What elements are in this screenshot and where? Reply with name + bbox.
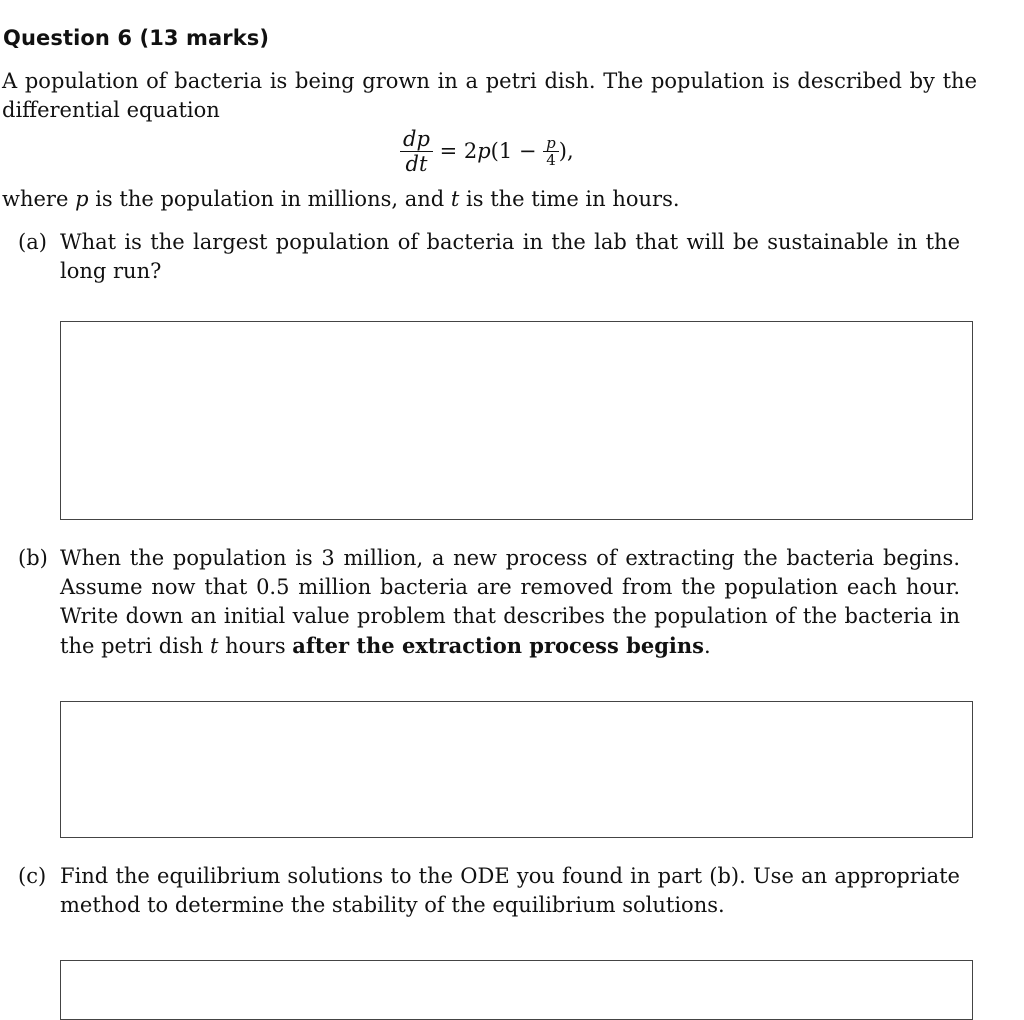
part-a-answer-box[interactable] bbox=[60, 321, 973, 520]
part-c-answer-box[interactable] bbox=[60, 960, 973, 1020]
question-intro: A population of bacteria is being grown in a petri dish. The population is described by the differential equation bbox=[2, 69, 977, 122]
equation-equals: = 2 bbox=[432, 139, 478, 163]
part-b-text-1: When the population is 3 million, a new process of extracting the bacteria begins. Assume now that 0.5 million bacteria are removed from the population each hour. Write down an initial value problem that describes the population of the bacteria in the petri dish bbox=[60, 546, 960, 658]
derivative-denominator: dt bbox=[405, 151, 428, 176]
part-b-text-2: hours bbox=[218, 634, 293, 658]
carrying-numerator: p bbox=[546, 133, 556, 152]
part-b-answer-box[interactable] bbox=[60, 701, 973, 838]
question-title: Question 6 (13 marks) bbox=[3, 26, 270, 50]
part-a-label: (a) bbox=[18, 230, 47, 254]
equation-variable: p bbox=[477, 139, 491, 163]
part-b-var-t: t bbox=[209, 634, 219, 658]
where-var-p: p bbox=[75, 187, 89, 211]
where-text-c: is the time in hours. bbox=[459, 187, 680, 211]
variable-definitions bbox=[2, 185, 680, 214]
part-b-text bbox=[60, 544, 960, 661]
part-b-label: (b) bbox=[18, 546, 48, 570]
derivative-fraction bbox=[400, 127, 433, 176]
where-var-t: t bbox=[450, 187, 460, 211]
equation-open: (1 − bbox=[490, 139, 544, 163]
part-c-label: (c) bbox=[18, 864, 47, 888]
carrying-denominator: 4 bbox=[546, 150, 556, 169]
derivative-numerator: dp bbox=[403, 126, 430, 151]
part-a-text: What is the largest population of bacteria in the lab that will be sustainable in the long run? bbox=[60, 230, 960, 283]
part-b-bold: after the extraction process begins bbox=[292, 633, 704, 658]
part-c-text: Find the equilibrium solutions to the ODE you found in part (b). Use an appropriate method to determine the stability of the equilibrium solutions. bbox=[60, 864, 960, 917]
carrying-fraction bbox=[543, 135, 559, 168]
differential-equation bbox=[400, 120, 574, 182]
where-text-a: where bbox=[2, 187, 76, 211]
part-b-end: . bbox=[703, 634, 711, 658]
equation-close: ), bbox=[558, 139, 574, 163]
where-text-b: is the population in millions, and bbox=[88, 187, 451, 211]
